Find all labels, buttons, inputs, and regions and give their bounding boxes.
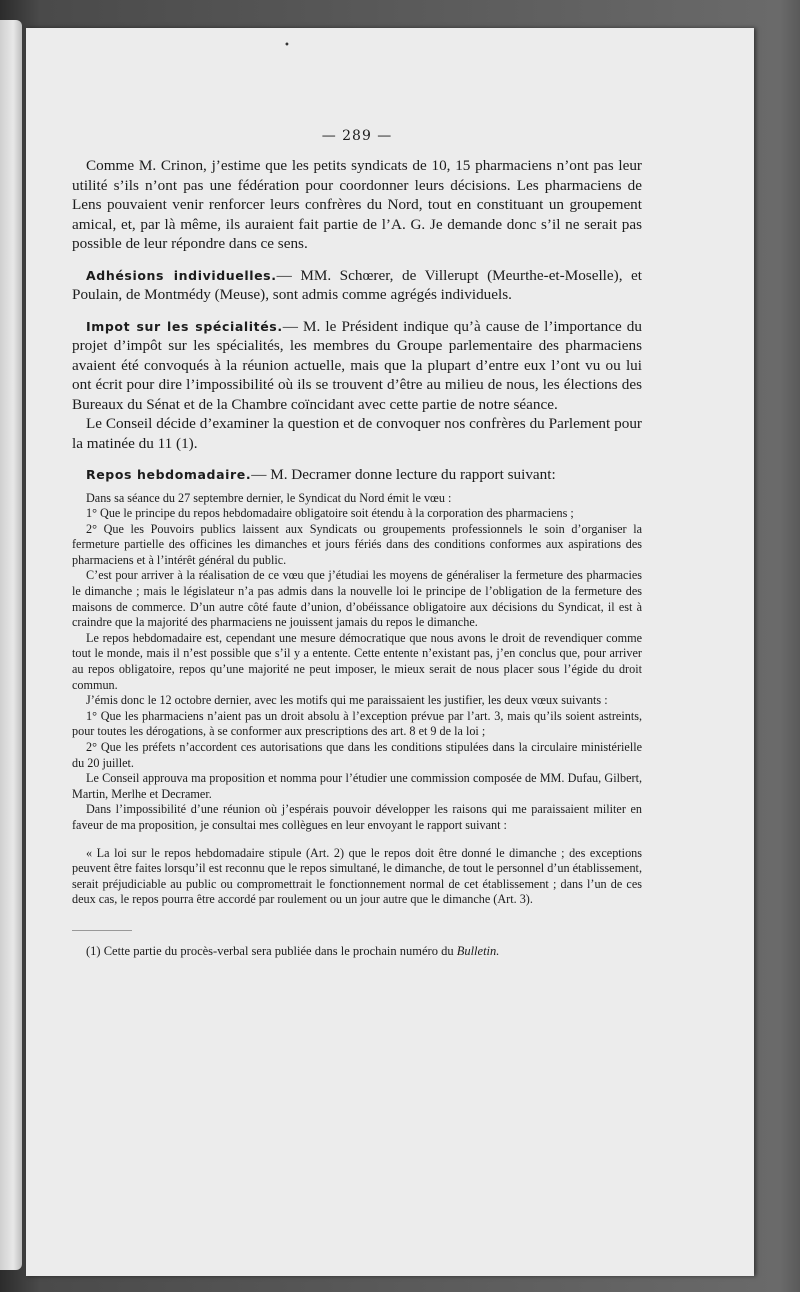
footnote-text: (1) Cette partie du procès-verbal sera publiée dans le prochain numéro du <box>86 943 454 958</box>
report-paragraph: 1° Que le principe du repos hebdomadaire obligatoire soit étendu à la corporation des pharmaciens ; <box>86 506 574 521</box>
heading-impot: Impot sur les spécialités. <box>86 318 283 334</box>
paragraph-repos <box>72 465 642 485</box>
page-content <box>72 128 642 959</box>
impot-body: — M. le Président indique qu’à cause de l’importance du projet d’impôt sur les spécialités, les membres du Groupe parlementaire des pharmaciens avaient été convoqués à la réunion actuelle, mais que la plupart d’entre eux l’ont vu ou lui ont écrit pour dire l’impossibilité où ils se trouvent d’être au milieu de nous, les élections des Bureaux du Sénat et de la Chambre coïncidant avec cette partie de notre séance. <box>72 317 642 413</box>
report-paragraph: C’est pour arriver à la réalisation de ce vœu que j’étudiai les moyens de généraliser la fermeture des pharmacies le dimanche ; mais le législateur n’a pas admis dans la nouvelle loi le principe de l’obligation de la fermeture des maisons de commerce. D’un autre côté faute d’union, d’obéissance obligatoire aux décisions du Syndicat, il est à craindre que la majorité des pharmaciens ne jouissent jamais du repos le dimanche. <box>72 568 642 630</box>
document-page <box>26 28 754 1276</box>
paragraph-conseil: Le Conseil décide d’examiner la question et de convoquer nos confrères du Parlement pour la matinée du 11 (1). <box>72 415 642 452</box>
left-page-edge <box>0 20 22 1270</box>
report-paragraph: 2° Que les Pouvoirs publics laissent aux Syndicats ou groupements professionnels le soin d’organiser la fermeture partielle des officines les dimanches et jours fériés dans des conditions conformes aux aspirations des pharmaciens et à l’intérêt général du public. <box>72 521 642 567</box>
report-paragraph: J’émis donc le 12 octobre dernier, avec les motifs qui me paraissaient les justifier, les deux vœux suivants : <box>86 693 608 708</box>
heading-repos: Repos hebdomadaire. <box>86 467 252 482</box>
report-block <box>72 491 642 908</box>
report-paragraph: Dans l’impossibilité d’une réunion où j’espérais pouvoir développer les raisons qui me paraissaient militer en faveur de ma proposition, je consultai mes collègues en leur envoyant le rapport suivant : <box>72 802 642 832</box>
report-quote: « La loi sur le repos hebdomadaire stipule (Art. 2) que le repos doit être donné le dimanche ; des exceptions peuvent être faites lorsqu’il est reconnu que le repos simultané, le dimanche, de tout le personnel d’un établissement, serait préjudiciable au public ou compromettrait le fonctionnement normal de cet établissement ; dans l’un de ces deux cas, le repos pourra être accordé par roulement ou un jour autre que le dimanche (Art. 3). <box>72 845 642 907</box>
repos-body: — M. Decramer donne lecture du rapport suivant: <box>251 466 556 483</box>
paragraph-crinon: Comme M. Crinon, j’estime que les petits syndicats de 10, 15 pharmaciens n’ont pas leur utilité s’ils n’ont pas une fédération pour coordonner leurs décisions. Les pharmaciens de Lens pouvaient venir renforcer leurs confrères du Nord, tout en constituant un groupement amical, et, par là même, ils auraient fait partie de l’A. G. Je demande donc s’il ne serait pas possible de leur répondre dans ce sens. <box>72 157 642 252</box>
top-mark: • <box>284 40 290 51</box>
footnote <box>72 943 642 959</box>
report-paragraph: Le repos hebdomadaire est, cependant une mesure démocratique que nous avons le droit de revendiquer comme tout le monde, mais il n’est possible que s’il y a entente. Cette entente n’existant pas, j’en conclus que, pour arriver au repos obligatoire, repos qu’une majorité ne peut imposer, le mieux serait de nous placer sous l’égide du droit commun. <box>72 630 642 692</box>
report-paragraph: Le Conseil approuva ma proposition et nomma pour l’étudier une commission composée de MM. Dufau, Gilbert, Martin, Merlhe et Decramer. <box>72 771 642 801</box>
footnote-italic: Bulletin. <box>456 943 500 958</box>
footnote-separator <box>72 930 132 931</box>
report-paragraph: 1° Que les pharmaciens n’aient pas un droit absolu à l’exception prévue par l’art. 3, mais qu’ils soient astreints, pour toutes les dérogations, à se conformer aux prescriptions des art. 8 et 9 de la loi ; <box>72 708 642 739</box>
report-paragraph: 2° Que les préfets n’accordent ces autorisations que dans les conditions stipulées dans la circulaire ministérielle du 20 juillet. <box>72 740 642 770</box>
heading-adhesions: Adhésions individuelles. <box>86 267 277 283</box>
paragraph-adhesions <box>72 266 642 305</box>
page-number: — 289 — <box>321 128 393 144</box>
report-paragraph: Dans sa séance du 27 septembre dernier, le Syndicat du Nord émit le vœu : <box>86 490 452 505</box>
adhesions-body: — MM. Schœrer, de Villerupt (Meurthe-et-Moselle), et Poulain, de Montmédy (Meuse), sont admis comme agrégés individuels. <box>72 266 643 303</box>
paragraph-impot <box>72 317 642 415</box>
